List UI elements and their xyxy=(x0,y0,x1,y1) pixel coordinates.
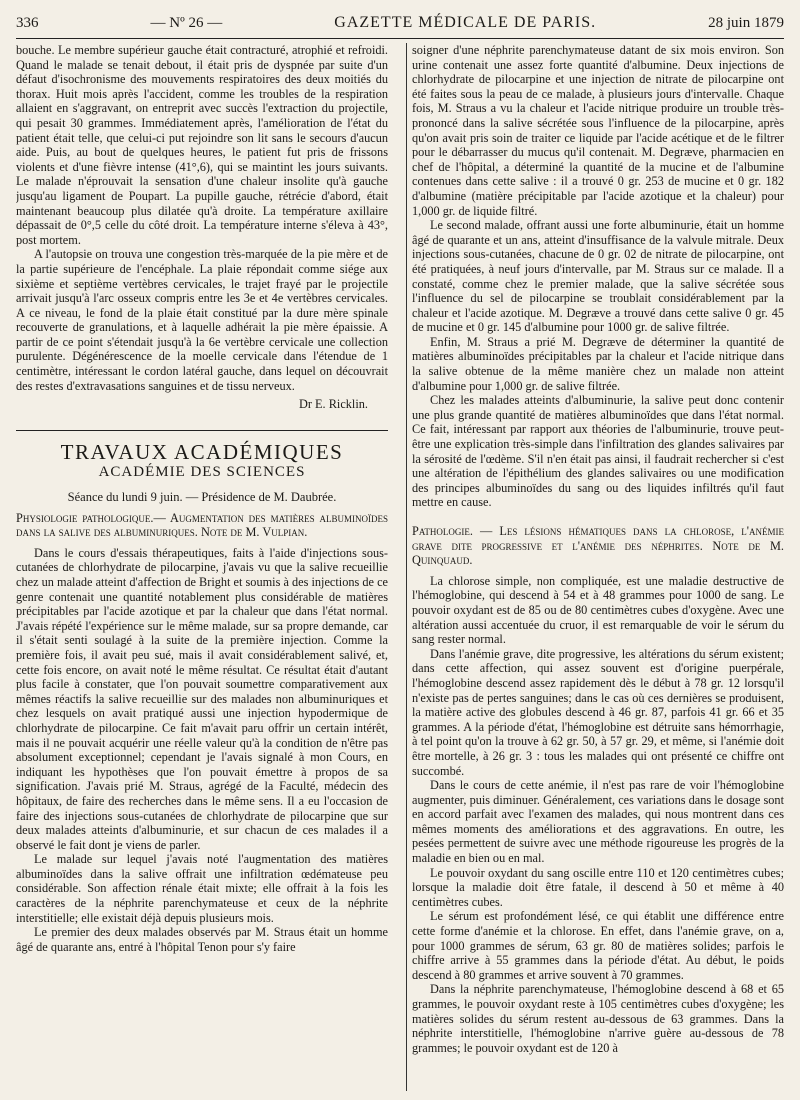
section-title: TRAVAUX ACADÉMIQUES xyxy=(16,430,388,460)
left-column xyxy=(16,43,400,1091)
paragraph: Le premier des deux malades observés par M. Straus était un homme âgé de quarante ans, entré à l'hôpital Tenon pour s'y faire xyxy=(16,925,388,954)
column-divider xyxy=(406,43,407,1091)
issue-date: 28 juin 1879 xyxy=(708,15,784,31)
paragraph: soigner d'une néphrite parenchymateuse datant de six mois environ. Son urine contenait une assez forte quantité d'albumine. Deux injections de chlorhydrate de pilocarpine et une injection de nitrate de pilocarpine ont été faites sous la peau de ce malade, à plusieurs jours d'intervalle. Chaque fois, M. Straus a vu la chaleur et l'acide nitrique produire un trouble très-prononcé dans la salive sécrétée sous l'influence de la pilocarpine, après qu'on avait pris soin de traiter ce liquide par l'acide acétique et de le filtrer pour le débarrasser du mucus qu'il contenait. M. Degræve, pharmacien en chef de l'hôpital, a déterminé la quantité de la mucine et de l'albumine contenues dans cette salive : il a trouvé 0 gr. 253 de mucine et 0 gr. 182 d'albumine (matière précipitable par l'acide azotique et la chaleur) pour 1,000 gr. de liquide filtré. xyxy=(412,43,784,218)
paragraph: Le malade sur lequel j'avais noté l'augmentation des matières albuminoïdes dans la salive offrait une infiltration œdémateuse peu considérable. Son affection rénale était mixte; elle offrait à la fois les caractères de la néphrite parenchymateuse et ceux de la néphrite interstitielle; elle existait déjà depuis plusieurs mois. xyxy=(16,852,388,925)
paragraph: Dans le cours d'essais thérapeutiques, faits à l'aide d'injections sous-cutanées de chlorhydrate de pilocarpine, j'avais vu que la salive recueillie chez un malade atteint d'affection de Bright et soumis à des injections de ce genre contenait une quantité notablement plus considérable de matières précipitables par l'acide azotique et par la chaleur que dans l'état normal. J'avais répété l'expérience sur le même malade, sur sa propre demande, car il s'était senti soulagé à la suite de la première injection. Comme la première fois, il avait peu sué, mais il avait considérablement salivé, et, cette fois encore, on avait noté le même résultat. Ce résultat était d'autant plus facile à constater, que l'on pouvait soumettre comparativement aux mêmes réactifs la salive recueillie sur des malades non albuminuriques et chez lesquels on avait pratiqué aussi une injection hypodermique de chlorhydrate de pilocarpine. Ce fait m'avait paru offrir un certain intérêt, mais il ne pouvait acquérir une réelle valeur qu'à la condition de n'être pas absolument exceptionnel; cependant je l'avais signalé à mon Cours, en indiquant les hypothèses que l'on pouvait émettre à propos de sa signification. J'avais prié M. Straus, agrégé de la Faculté, médecin des hôpitaux, de faire des recherches dans le même sens. Il a eu l'occasion de faire des injections sous-cutanées de chlorhydrate de pilocarpine que sur deux malades atteints d'albuminurie, et sur chacun de ces malades il a observé le fait dont je viens de parler. xyxy=(16,545,388,852)
paragraph: Le pouvoir oxydant du sang oscille entre 110 et 120 centimètres cubes; lorsque la maladie doit être fatale, il descend à 50 et même à 40 centimètres cubes. xyxy=(412,865,784,909)
article-heading: Physiologie pathologique.— Augmentation des matières albuminoïdes dans la salive des albuminuriques. Note de M. Vulpian. xyxy=(16,510,388,540)
paragraph: Le second malade, offrant aussi une forte albuminurie, était un homme âgé de quarante et un ans, atteint d'insuffisance de la valvule mitrale. Deux injections sous-cutanées, chacune de 0 gr. 02 de nitrate de pilocarpine, ont été pratiquées, à neuf jours d'intervalle, par M. Straus sur ce malade. Il a constaté, comme chez le premier malade, que la salive sécrétée sous l'influence du sel de pilocarpine se troublait considérablement par la chaleur et l'acide azotique. M. Degræve a trouvé dans cette salive 0 gr. 45 de mucine et 0 gr. 145 d'albumine pour 1000 gr. de salive filtrée. xyxy=(412,218,784,335)
right-column xyxy=(400,43,784,1091)
paragraph: Chez les malades atteints d'albuminurie, la salive peut donc contenir une plus grande quantité de matières albuminoïdes que dans l'état normal. Ce fait, intéressant par rapport aux théories de l'albuminurie, trouve peut-être une explication très-simple dans l'infiltration des glandes salivaires par la sérosité de l'œdème. S'il n'en était pas ainsi, il faudrait rechercher si c'est une altération de l'épithélium des glandes salivaires ou une modification des principes albuminoïdes du sang ou des liquides infiltrés qu'il faut mettre en cause. xyxy=(412,393,784,510)
header-rule xyxy=(16,38,784,39)
author-signature: Dr E. Ricklin. xyxy=(299,397,368,412)
paragraph: Dans la néphrite parenchymateuse, l'hémoglobine descend à 68 et 65 grammes, le pouvoir oxydant reste à 105 centimètres cubes d'oxygène; les matières solides du sérum restent au-dessous de 63 grammes. Dans la néphrite interstitielle, l'hémoglobine n'arrive guère au-dessous de 78 grammes; le pouvoir oxydant est de 120 à xyxy=(412,982,784,1055)
paragraph: Enfin, M. Straus a prié M. Degræve de déterminer la quantité de matières albuminoïdes précipitables par la chaleur et l'acide nitrique dans la salive obtenue de la même manière chez un malade non atteint d'albumine pour 1,000 gr. de salive filtrée. xyxy=(412,334,784,393)
paragraph: bouche. Le membre supérieur gauche était contracturé, atrophié et refroidi. Quand le malade se tenait debout, il était pris de dyspnée par suite d'un défaut d'isochronisme des mouvements respiratoires des deux moitiés du thorax. Huit mois après l'accident, comme les troubles de la respiration allaient en s'aggravant, on entreprit avec succès l'extraction du projectile, qui pesait 30 grammes. Immédiatement après, l'amélioration de l'état du patient était telle, que celui-ci put rejoindre son lit sans le secours d'aucun aide. Puis, au bout de quelques heures, le patient fut pris de frissons violents et d'une fièvre intense (41°,6), qui se maintint les jours suivants. Le malade n'éprouvait la sensation d'une chaleur insolite qu'à gauche jusqu'au ligament de Poupart. La pupille gauche, rétrécie d'abord, était maintenant beaucoup plus dilatée qu'à droite. La température axillaire dépassait de 0°,5 celle du côté droit. La température interne s'éleva à 43°, post mortem. xyxy=(16,43,388,247)
paragraph: A l'autopsie on trouva une congestion très-marquée de la pie mère et de la partie supérieure de l'encéphale. La plaie répondait comme siége aux sixième et septième vertèbres cervicales, le trajet frayé par le projectile arrivait jusqu'à l'arc osseux compris entre les 3e et 4e vertèbres cervicales. A ce niveau, le fond de la plaie était constitué par la dure mère spinale recouverte de granulations, et à laquelle adhérait la pie mère épaissie. A partir de ce point s'étendait jusqu'à la 6e vertèbre cervicale une collection purulente. Dégénérescence de la moelle cervicale dans l'étendue de 1 centimètre, intéressant le cordon latéral gauche, dans lequel on découvrait des restes d'extravasations sanguines et de tissu nerveux. xyxy=(16,247,388,393)
page-number: 336 xyxy=(16,15,39,31)
paragraph: La chlorose simple, non compliquée, est une maladie destructive de l'hémoglobine, qui descend à 54 et à 48 grammes pour 1000 de sang. Le pouvoir oxydant est de 85 ou de 80 centimètres cubes d'oxygène. Avec une altération aussi accentuée du cruor, il est remarquable de voir le sérum du sang rester normal. xyxy=(412,573,784,647)
session-line: Séance du lundi 9 juin. — Présidence de M. Daubrée. xyxy=(67,490,337,505)
paragraph: Le sérum est profondément lésé, ce qui établit une différence entre cette forme d'anémie et la chlorose. En effet, dans l'anémie grave, on a, pour 1000 grammes de sérum, 63 gr. 80 de matières solides; parfois le chiffre arrive à 55 grammes dans la période d'état. Au début, le poids descend à 80 grammes et arrive souvent à 70 grammes. xyxy=(412,909,784,982)
section-subtitle: ACADÉMIE DES SCIENCES xyxy=(98,464,306,481)
journal-title: GAZETTE MÉDICALE DE PARIS. xyxy=(334,14,597,31)
paragraph: Dans le cours de cette anémie, il n'est pas rare de voir l'hémoglobine augmenter, puis diminuer. Généralement, ces variations dans le dosage sont en accord parfait avec l'examen des malades, qui nous montrent dans ces mêmes moments des améliorations et des aggravations. En outre, les pesées permettent de suivre avec une méthode rigoureuse les progrès de la maladie en bien ou en mal. xyxy=(412,778,784,866)
page-header xyxy=(16,14,784,36)
issue-number: — Nº 26 — xyxy=(150,15,223,31)
paragraph: Dans l'anémie grave, dite progressive, les altérations du sérum existent; dans cette affection, qui assez souvent est d'origine puerpérale, l'hémoglobine descend assez rapidement dès le début à 78 gr. 12 lorsqu'il n'existe pas de pertes sanguines; dans le cas où ces dernières se produisent, la matière active des globules descend à 46 gr. 87, parfois 41 gr. 66 et 35 grammes. A la période d'état, l'hémoglobine est détruite sans hémorrhagie, à tel point qu'on la trouve à 62 gr. 50, à 57 gr. 29, et même, si l'anémie doit être mortelle, à 26 gr. 3 : tous les malades qui ont présenté ce chiffre ont succombé. xyxy=(412,646,784,778)
text-columns xyxy=(16,43,784,1091)
article-heading: Pathologie. — Les lésions hématiques dans la chlorose, l'anémie grave dite progressive et l'anémie des néphrites. Note de M. Quinquaud. xyxy=(412,524,784,568)
